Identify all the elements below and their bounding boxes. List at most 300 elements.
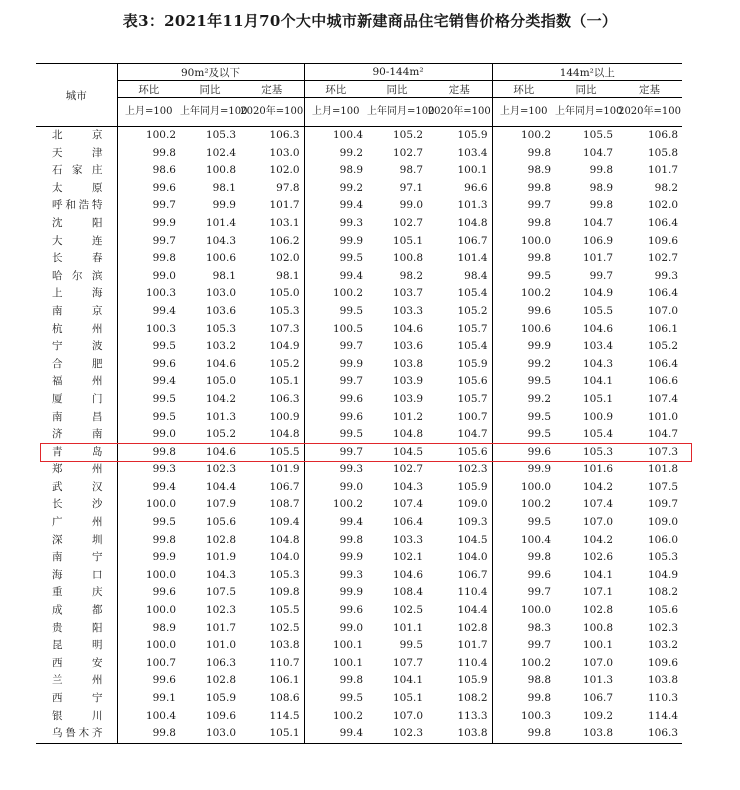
value-cell: 99.6 xyxy=(117,180,180,198)
value-cell: 102.3 xyxy=(457,463,488,476)
table-row xyxy=(36,584,682,602)
value-cell: 101.7 xyxy=(582,252,614,265)
value-cell: 99.0 xyxy=(304,479,367,497)
value-cell: 105.6 xyxy=(457,375,488,388)
value-cell: 99.8 xyxy=(492,690,555,708)
value-cell: 108.7 xyxy=(269,498,300,511)
value-cell: 98.6 xyxy=(117,162,180,180)
value-cell: 99.7 xyxy=(589,269,614,282)
base-header: 上年同月=100 xyxy=(555,98,617,127)
value-cell: 103.9 xyxy=(392,375,424,388)
value-cell: 99.6 xyxy=(492,444,555,462)
value-cell: 103.8 xyxy=(392,357,424,370)
value-cell: 105.7 xyxy=(457,392,488,405)
value-cell: 104.2 xyxy=(582,533,614,546)
value-cell: 109.4 xyxy=(269,516,300,529)
value-cell: 104.9 xyxy=(269,340,300,353)
value-cell: 96.6 xyxy=(464,181,488,194)
value-cell: 110.4 xyxy=(457,586,488,599)
value-cell: 101.3 xyxy=(457,199,488,212)
city-cell: 西宁 xyxy=(52,692,103,704)
value-cell: 102.3 xyxy=(205,604,236,617)
value-cell: 100.7 xyxy=(117,655,180,673)
value-cell: 106.4 xyxy=(392,516,424,529)
value-cell: 99.9 xyxy=(492,461,555,479)
value-cell: 99.4 xyxy=(304,514,367,532)
value-cell: 102.8 xyxy=(582,604,614,617)
city-cell: 石家庄 xyxy=(52,164,103,177)
value-cell: 100.4 xyxy=(117,708,180,726)
value-cell: 105.4 xyxy=(457,287,488,300)
value-cell: 108.2 xyxy=(457,692,488,704)
city-cell: 太原 xyxy=(52,181,103,194)
value-cell: 103.8 xyxy=(648,674,679,687)
city-cell: 福州 xyxy=(52,375,103,388)
value-cell: 101.7 xyxy=(648,164,679,177)
city-cell: 广州 xyxy=(52,516,103,529)
value-cell: 102.7 xyxy=(392,463,424,476)
value-cell: 98.1 xyxy=(212,181,236,194)
value-cell: 99.6 xyxy=(117,584,180,602)
value-cell: 107.4 xyxy=(392,498,424,511)
sub-header: 定基 xyxy=(617,81,682,98)
value-cell: 101.6 xyxy=(582,463,614,476)
table-row xyxy=(36,285,682,303)
value-cell: 100.1 xyxy=(304,637,367,655)
value-cell: 105.2 xyxy=(648,340,679,353)
value-cell: 100.8 xyxy=(392,252,424,265)
value-cell: 109.8 xyxy=(269,586,300,599)
table-title: 表3：2021年11月70个大中城市新建商品住宅销售价格分类指数（一） xyxy=(122,12,618,30)
value-cell: 99.8 xyxy=(589,199,614,212)
sub-header: 定基 xyxy=(427,81,492,98)
value-cell: 98.9 xyxy=(304,162,367,180)
value-cell: 105.0 xyxy=(205,375,236,388)
value-cell: 106.2 xyxy=(269,234,300,247)
value-cell: 99.0 xyxy=(117,426,180,444)
group-header-small: 90m²及以下 xyxy=(117,64,304,81)
value-cell: 98.8 xyxy=(492,672,555,690)
value-cell: 100.6 xyxy=(492,321,555,339)
value-cell: 100.3 xyxy=(117,285,180,303)
table-row xyxy=(36,162,682,180)
value-cell: 99.3 xyxy=(304,215,367,233)
value-cell: 99.9 xyxy=(492,338,555,356)
value-cell: 104.7 xyxy=(582,216,614,229)
value-cell: 99.7 xyxy=(117,233,180,251)
table-row xyxy=(36,391,682,409)
value-cell: 103.4 xyxy=(582,340,614,353)
value-cell: 100.2 xyxy=(117,127,180,145)
value-cell: 101.4 xyxy=(457,252,488,265)
value-cell: 104.3 xyxy=(392,480,424,493)
sub-header: 定基 xyxy=(240,81,304,98)
value-cell: 105.3 xyxy=(205,129,236,141)
value-cell: 99.6 xyxy=(492,567,555,585)
value-cell: 106.3 xyxy=(269,392,300,405)
value-cell: 105.4 xyxy=(457,340,488,353)
sub-header: 环比 xyxy=(117,81,180,98)
value-cell: 99.3 xyxy=(117,461,180,479)
value-cell: 99.2 xyxy=(492,356,555,374)
value-cell: 107.3 xyxy=(648,445,679,458)
city-cell: 天津 xyxy=(52,146,103,159)
value-cell: 98.7 xyxy=(399,164,424,177)
value-cell: 99.3 xyxy=(654,269,679,282)
value-cell: 105.2 xyxy=(269,357,300,370)
value-cell: 99.7 xyxy=(304,444,367,462)
value-cell: 114.4 xyxy=(648,709,679,722)
value-cell: 100.0 xyxy=(117,567,180,585)
value-cell: 104.7 xyxy=(457,428,488,441)
value-cell: 107.0 xyxy=(582,516,614,529)
value-cell: 99.8 xyxy=(492,250,555,268)
value-cell: 107.1 xyxy=(582,586,614,599)
value-cell: 102.7 xyxy=(392,146,424,159)
value-cell: 99.7 xyxy=(492,584,555,602)
value-cell: 102.8 xyxy=(205,533,236,546)
value-cell: 103.3 xyxy=(392,533,424,546)
value-cell: 100.3 xyxy=(492,708,555,726)
value-cell: 105.5 xyxy=(269,445,300,458)
value-cell: 99.2 xyxy=(304,145,367,163)
value-cell: 105.5 xyxy=(582,129,614,141)
value-cell: 105.5 xyxy=(269,604,300,617)
sub-header: 环比 xyxy=(304,81,367,98)
city-cell: 上海 xyxy=(52,287,103,300)
value-cell: 104.8 xyxy=(269,533,300,546)
value-cell: 98.9 xyxy=(589,181,614,194)
value-cell: 99.8 xyxy=(117,250,180,268)
value-cell: 98.3 xyxy=(492,620,555,638)
value-cell: 105.9 xyxy=(457,480,488,493)
value-cell: 104.0 xyxy=(457,551,488,564)
base-header: 2020年=100 xyxy=(240,98,304,127)
value-cell: 104.6 xyxy=(205,357,236,370)
value-cell: 104.3 xyxy=(582,357,614,370)
value-cell: 102.3 xyxy=(648,621,679,634)
value-cell: 100.7 xyxy=(457,410,488,423)
value-cell: 99.5 xyxy=(304,250,367,268)
base-header: 上月=100 xyxy=(492,98,555,127)
value-cell: 100.3 xyxy=(117,321,180,339)
value-cell: 104.5 xyxy=(457,533,488,546)
value-cell: 99.7 xyxy=(304,373,367,391)
value-cell: 101.7 xyxy=(205,621,236,634)
value-cell: 107.0 xyxy=(582,656,614,669)
base-header: 上月=100 xyxy=(117,98,180,127)
value-cell: 106.9 xyxy=(582,234,614,247)
table-row xyxy=(36,637,682,655)
value-cell: 100.0 xyxy=(492,233,555,251)
value-cell: 99.5 xyxy=(399,639,424,652)
value-cell: 99.0 xyxy=(399,199,424,212)
base-header: 2020年=100 xyxy=(617,98,682,127)
city-cell: 银川 xyxy=(52,709,103,722)
city-cell: 郑州 xyxy=(52,463,103,476)
value-cell: 104.4 xyxy=(205,480,236,493)
value-cell: 100.2 xyxy=(492,285,555,303)
city-cell: 哈尔滨 xyxy=(52,269,103,282)
value-cell: 103.8 xyxy=(269,639,300,652)
value-cell: 103.0 xyxy=(269,146,300,159)
value-cell: 104.2 xyxy=(582,480,614,493)
value-cell: 109.0 xyxy=(648,516,679,529)
value-cell: 104.7 xyxy=(648,428,679,441)
value-cell: 101.0 xyxy=(648,410,679,423)
value-cell: 104.5 xyxy=(392,445,424,458)
value-cell: 100.9 xyxy=(269,410,300,423)
table-row xyxy=(36,532,682,550)
value-cell: 99.0 xyxy=(304,620,367,638)
value-cell: 106.3 xyxy=(269,129,300,141)
value-cell: 99.8 xyxy=(117,725,180,743)
value-cell: 106.4 xyxy=(648,216,679,229)
value-cell: 107.0 xyxy=(392,709,424,722)
value-cell: 105.1 xyxy=(392,692,424,704)
value-cell: 104.0 xyxy=(269,551,300,564)
value-cell: 104.8 xyxy=(392,428,424,441)
value-cell: 99.5 xyxy=(492,426,555,444)
value-cell: 107.3 xyxy=(269,322,300,335)
value-cell: 107.0 xyxy=(648,304,679,317)
value-cell: 99.9 xyxy=(117,549,180,567)
value-cell: 110.7 xyxy=(269,656,300,669)
value-cell: 99.2 xyxy=(304,180,367,198)
value-cell: 99.9 xyxy=(117,215,180,233)
value-cell: 102.8 xyxy=(457,621,488,634)
value-cell: 99.7 xyxy=(117,197,180,215)
city-cell: 乌鲁木齐 xyxy=(36,725,117,743)
city-cell: 沈阳 xyxy=(52,216,103,229)
sub-header: 同比 xyxy=(180,81,240,98)
value-cell: 107.9 xyxy=(205,498,236,511)
value-cell: 99.4 xyxy=(304,268,367,286)
value-cell: 107.7 xyxy=(392,656,424,669)
value-cell: 103.0 xyxy=(180,725,240,743)
value-cell: 100.1 xyxy=(457,164,488,177)
value-cell: 102.0 xyxy=(648,199,679,212)
value-cell: 102.3 xyxy=(367,725,427,743)
value-cell: 105.1 xyxy=(392,234,424,247)
value-cell: 97.1 xyxy=(399,181,424,194)
value-cell: 99.5 xyxy=(304,690,367,708)
value-cell: 104.1 xyxy=(392,674,424,687)
value-cell: 99.5 xyxy=(492,373,555,391)
city-cell: 呼和浩特 xyxy=(52,199,103,212)
value-cell: 105.2 xyxy=(205,428,236,441)
value-cell: 106.1 xyxy=(648,322,679,335)
value-cell: 99.0 xyxy=(117,268,180,286)
value-cell: 99.6 xyxy=(304,409,367,427)
table-row xyxy=(36,356,682,374)
table-row xyxy=(36,215,682,233)
value-cell: 104.8 xyxy=(457,216,488,229)
table-row xyxy=(36,496,682,514)
value-cell: 100.2 xyxy=(304,496,367,514)
value-cell: 98.2 xyxy=(399,269,424,282)
table-row xyxy=(36,708,682,726)
value-cell: 98.1 xyxy=(276,269,300,282)
value-cell: 99.4 xyxy=(117,373,180,391)
city-cell: 兰州 xyxy=(52,674,103,687)
table-row xyxy=(36,180,682,198)
value-cell: 99.1 xyxy=(117,690,180,708)
base-header: 2020年=100 xyxy=(427,98,492,127)
value-cell: 106.0 xyxy=(648,533,679,546)
value-cell: 99.5 xyxy=(492,514,555,532)
value-cell: 99.3 xyxy=(304,461,367,479)
value-cell: 108.2 xyxy=(648,586,679,599)
value-cell: 99.9 xyxy=(304,584,367,602)
value-cell: 104.2 xyxy=(205,392,236,405)
value-cell: 100.1 xyxy=(304,655,367,673)
table-row xyxy=(36,338,682,356)
value-cell: 100.1 xyxy=(582,639,614,652)
value-cell: 99.8 xyxy=(492,215,555,233)
value-cell: 104.3 xyxy=(205,568,236,581)
value-cell: 99.8 xyxy=(304,532,367,550)
value-cell: 105.1 xyxy=(582,392,614,405)
table-row xyxy=(36,620,682,638)
value-cell: 99.4 xyxy=(304,197,367,215)
value-cell: 100.2 xyxy=(492,127,555,145)
value-cell: 106.1 xyxy=(269,674,300,687)
value-cell: 101.3 xyxy=(205,410,236,423)
base-header: 上年同月=100 xyxy=(180,98,240,127)
city-cell: 杭州 xyxy=(52,322,103,335)
value-cell: 109.2 xyxy=(582,709,614,722)
value-cell: 101.7 xyxy=(457,639,488,652)
table-row xyxy=(36,268,682,286)
table-row xyxy=(36,233,682,251)
city-cell: 海口 xyxy=(52,568,103,581)
value-cell: 105.3 xyxy=(269,304,300,317)
value-cell: 99.9 xyxy=(304,549,367,567)
value-cell: 105.1 xyxy=(240,725,304,743)
value-cell: 105.6 xyxy=(648,604,679,617)
value-cell: 109.0 xyxy=(457,498,488,511)
value-cell: 99.5 xyxy=(117,514,180,532)
city-cell: 南京 xyxy=(52,304,103,317)
value-cell: 98.2 xyxy=(654,181,679,194)
base-header: 上月=100 xyxy=(304,98,367,127)
table-row xyxy=(36,127,682,145)
city-cell: 武汉 xyxy=(52,480,103,493)
value-cell: 113.3 xyxy=(457,709,488,722)
table-row xyxy=(36,602,682,620)
city-cell: 长沙 xyxy=(52,498,103,511)
city-cell: 南昌 xyxy=(52,410,103,423)
value-cell: 98.9 xyxy=(117,620,180,638)
value-cell: 104.6 xyxy=(392,568,424,581)
value-cell: 101.4 xyxy=(205,216,236,229)
group-header-large: 144m²以上 xyxy=(492,64,682,81)
value-cell: 110.3 xyxy=(648,692,679,704)
city-cell: 合肥 xyxy=(52,357,103,370)
table-row xyxy=(36,549,682,567)
value-cell: 105.1 xyxy=(269,375,300,388)
value-cell: 104.9 xyxy=(582,287,614,300)
value-cell: 102.0 xyxy=(269,252,300,265)
value-cell: 99.8 xyxy=(304,672,367,690)
value-cell: 99.8 xyxy=(492,725,555,743)
value-cell: 103.8 xyxy=(427,725,492,743)
value-cell: 107.5 xyxy=(205,586,236,599)
value-cell: 103.8 xyxy=(555,725,617,743)
value-cell: 105.7 xyxy=(457,322,488,335)
value-cell: 99.6 xyxy=(117,672,180,690)
city-cell: 宁波 xyxy=(52,340,103,353)
value-cell: 109.3 xyxy=(457,516,488,529)
table-row xyxy=(36,409,682,427)
table-row xyxy=(36,303,682,321)
base-header: 上年同月=100 xyxy=(367,98,427,127)
city-cell: 北京 xyxy=(52,129,103,141)
value-cell: 98.1 xyxy=(212,269,236,282)
value-cell: 108.6 xyxy=(269,692,300,704)
value-cell: 99.8 xyxy=(117,532,180,550)
value-cell: 100.0 xyxy=(117,602,180,620)
value-cell: 98.4 xyxy=(464,269,488,282)
value-cell: 98.9 xyxy=(492,162,555,180)
value-cell: 103.9 xyxy=(392,392,424,405)
sub-header: 同比 xyxy=(555,81,617,98)
value-cell: 99.3 xyxy=(304,567,367,585)
value-cell: 104.8 xyxy=(269,428,300,441)
value-cell: 99.5 xyxy=(304,426,367,444)
value-cell: 106.8 xyxy=(648,129,679,141)
value-cell: 101.9 xyxy=(269,463,300,476)
value-cell: 99.4 xyxy=(117,479,180,497)
value-cell: 114.5 xyxy=(269,709,300,722)
value-cell: 103.4 xyxy=(457,146,488,159)
table-row xyxy=(36,690,682,708)
city-cell: 青岛 xyxy=(52,445,103,458)
value-cell: 106.3 xyxy=(617,725,682,743)
value-cell: 101.3 xyxy=(582,674,614,687)
value-cell: 97.8 xyxy=(276,181,300,194)
value-cell: 105.9 xyxy=(457,674,488,687)
value-cell: 102.7 xyxy=(392,216,424,229)
value-cell: 105.6 xyxy=(457,445,488,458)
table-row xyxy=(36,321,682,339)
value-cell: 109.7 xyxy=(648,498,679,511)
value-cell: 102.8 xyxy=(205,674,236,687)
value-cell: 104.6 xyxy=(582,322,614,335)
table-row xyxy=(36,250,682,268)
value-cell: 99.5 xyxy=(117,338,180,356)
value-cell: 104.7 xyxy=(582,146,614,159)
value-cell: 102.1 xyxy=(392,551,424,564)
value-cell: 106.4 xyxy=(648,287,679,300)
value-cell: 104.4 xyxy=(457,604,488,617)
table-row xyxy=(36,197,682,215)
value-cell: 105.3 xyxy=(582,445,614,458)
value-cell: 107.4 xyxy=(648,392,679,405)
value-cell: 99.8 xyxy=(492,180,555,198)
value-cell: 105.3 xyxy=(648,551,679,564)
value-cell: 100.8 xyxy=(582,621,614,634)
table-row xyxy=(36,373,682,391)
value-cell: 105.2 xyxy=(392,129,424,141)
value-cell: 103.1 xyxy=(269,216,300,229)
value-cell: 103.7 xyxy=(392,287,424,300)
table-row xyxy=(36,514,682,532)
value-cell: 102.7 xyxy=(648,252,679,265)
value-cell: 102.0 xyxy=(269,164,300,177)
value-cell: 99.8 xyxy=(589,164,614,177)
